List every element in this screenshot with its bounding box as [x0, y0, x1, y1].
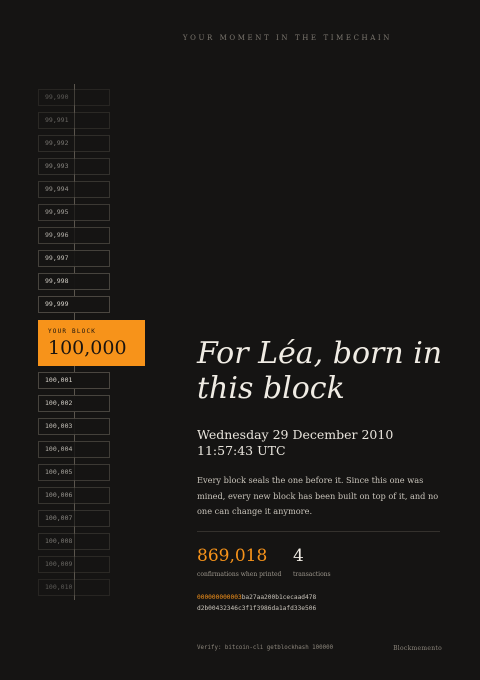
chain-block: 100,006 [38, 487, 110, 504]
current-block-number: 100,000 [48, 337, 127, 359]
chain-block: 100,008 [38, 533, 110, 550]
hash-line2: d2b00432346c3f1f3986da1afd33e506 [197, 604, 317, 612]
chain-block: 100,010 [38, 579, 110, 596]
block-date-day: Wednesday 29 December 2010 [197, 427, 394, 442]
stat-confirmations-value: 869,018 [197, 546, 268, 566]
chain-block: 100,007 [38, 510, 110, 527]
current-block [38, 320, 145, 366]
current-block-label: YOUR BLOCK [48, 328, 97, 335]
block-date [197, 427, 447, 459]
chain-block: 99,991 [38, 112, 110, 129]
brand-name: Blockmemento [393, 645, 442, 652]
stat-confirmations-label: confirmations when printed [197, 571, 282, 578]
stat-transactions-value: 4 [293, 546, 304, 566]
chain-block: 100,004 [38, 441, 110, 458]
chain-block: 99,990 [38, 89, 110, 106]
chain-block: 100,003 [38, 418, 110, 435]
chain-block: 99,998 [38, 273, 110, 290]
chain-block: 100,002 [38, 395, 110, 412]
block-date-time: 11:57:43 UTC [197, 443, 286, 458]
chain-block: 99,997 [38, 250, 110, 267]
chain-block: 100,001 [38, 372, 110, 389]
chain-block: 100,005 [38, 464, 110, 481]
tagline: YOUR MOMENT IN THE TIMECHAIN [182, 34, 392, 42]
chain-block: 99,996 [38, 227, 110, 244]
verify-command: Verify: bitcoin-cli getblockhash 100000 [197, 645, 334, 651]
dedication-title: For Léa, born in this block [197, 336, 443, 406]
divider [197, 531, 440, 532]
description: Every block seals the one before it. Since this one was mined, every new block has been built on top of it, and no one can change it anymore. [197, 475, 439, 516]
hash-line1-rest: ba27aa200b1cecaad478 [241, 594, 317, 601]
chain-block: 99,999 [38, 296, 110, 313]
chain-block: 99,993 [38, 158, 110, 175]
chain-block: 100,009 [38, 556, 110, 573]
stat-transactions [293, 545, 331, 578]
stat-transactions-label: transactions [293, 571, 331, 578]
chain-block: 99,995 [38, 204, 110, 221]
stat-confirmations [197, 545, 281, 578]
hash-leading-zeros: 000000000003 [197, 594, 242, 601]
chain-block: 99,994 [38, 181, 110, 198]
chain-block: 99,992 [38, 135, 110, 152]
block-hash [197, 593, 457, 614]
